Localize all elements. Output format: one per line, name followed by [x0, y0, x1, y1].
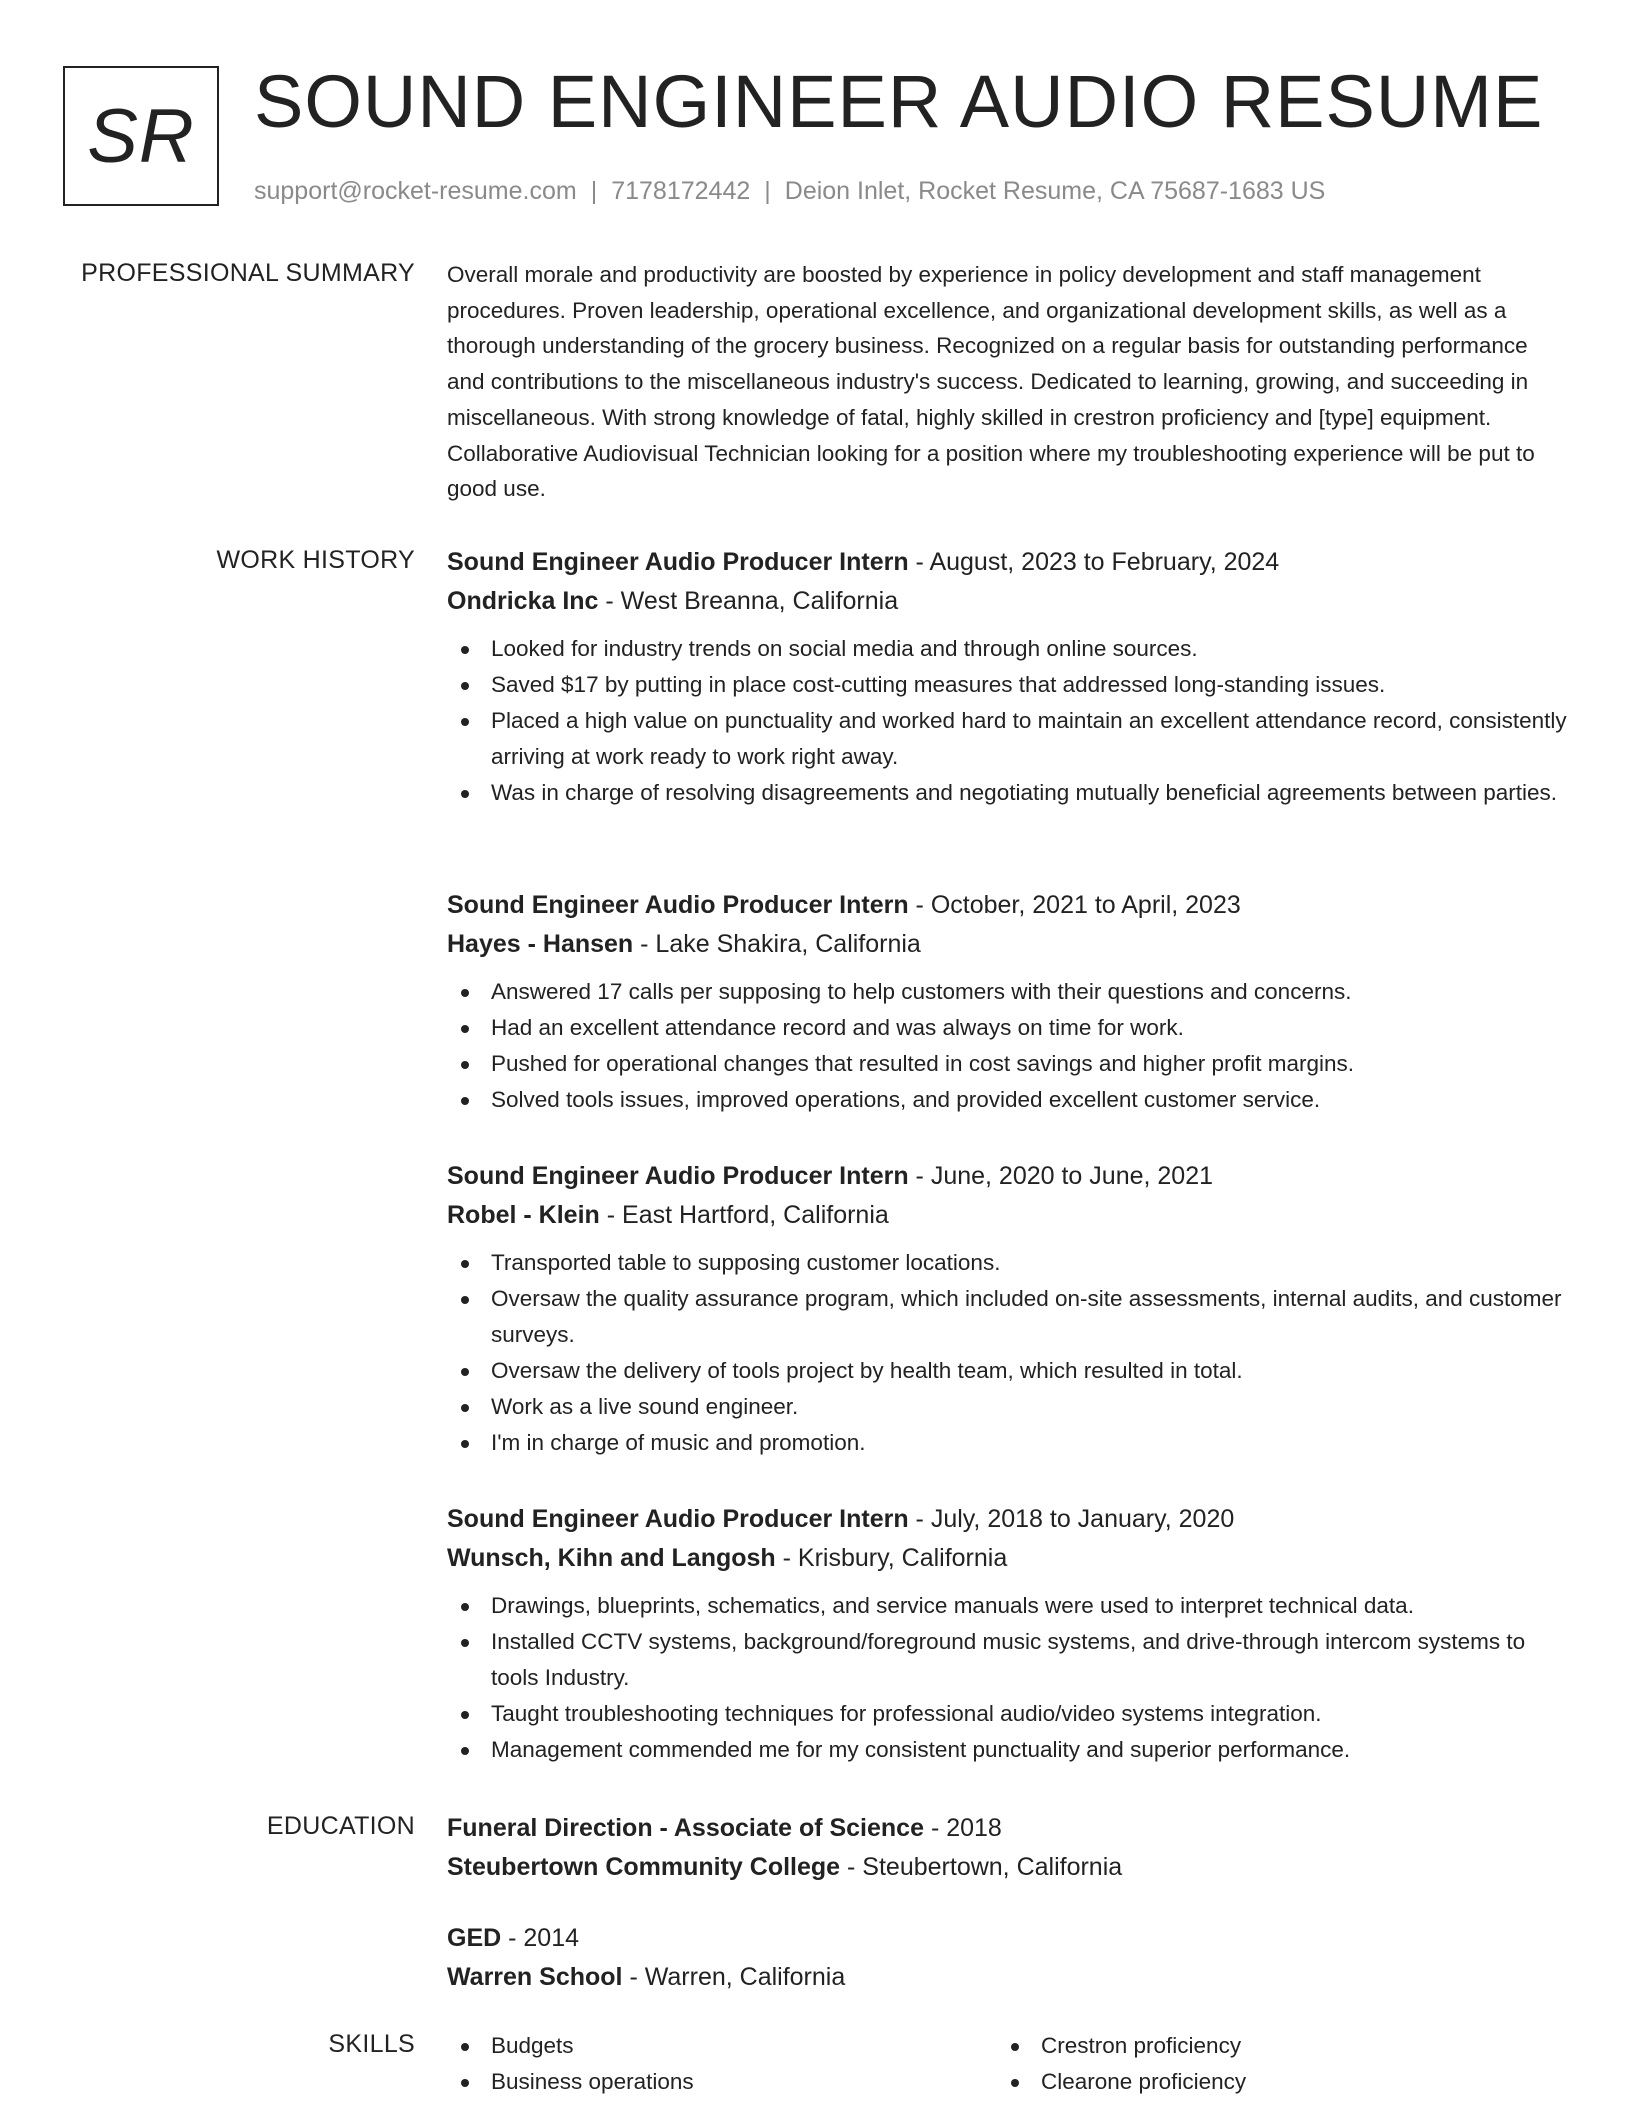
- education-year: - 2018: [924, 1814, 1002, 1842]
- job-bullet: Installed CCTV systems, background/foreground music systems, and drive-through intercom systems to tools Industry.: [447, 1624, 1567, 1696]
- job-title-line: [447, 886, 1567, 925]
- job-bullet: Transported table to supposing customer locations.: [447, 1245, 1567, 1281]
- job-company: Robel - Klein: [447, 1201, 600, 1229]
- job-bullet: Solved tools issues, improved operations, and provided excellent customer service.: [447, 1082, 1567, 1118]
- job-location: - West Breanna, California: [598, 587, 899, 615]
- job-bullets: [447, 1588, 1567, 1768]
- job-dates: - October, 2021 to April, 2023: [908, 891, 1241, 919]
- education-year: - 2014: [501, 1924, 580, 1952]
- skill-item: Business operations: [447, 2064, 997, 2100]
- job-location: - East Hartford, California: [599, 1201, 889, 1229]
- job-bullet: Looked for industry trends on social media and through online sources.: [447, 631, 1567, 667]
- education-school-line: [447, 1958, 1567, 1997]
- summary-text: Overall morale and productivity are boosted by experience in policy development and staff management procedures. Proven leadership, operational excellence, and organizational development skills, as well as a thorough understanding of the grocery business. Recognized on a regular basis for outstanding performance and contributions to the miscellaneous industry's success. Dedicated to learning, growing, and succeeding in miscellaneous. With strong knowledge of fatal, highly skilled in crestron proficiency and [type] equipment. Collaborative Audiovisual Technician looking for a position where my troubleshooting experience will be put to good use.: [447, 262, 1535, 502]
- skills-list: [447, 2028, 1567, 2100]
- job-dates: - July, 2018 to January, 2020: [908, 1505, 1235, 1533]
- education-degree-line: [447, 1809, 1567, 1848]
- job-dates: - June, 2020 to June, 2021: [908, 1162, 1214, 1190]
- job-bullet: Pushed for operational changes that resulted in cost savings and higher profit margins.: [447, 1046, 1567, 1082]
- summary-heading: PROFESSIONAL SUMMARY: [81, 259, 415, 287]
- education-school: Warren School: [447, 1963, 623, 1991]
- job-entry: [447, 1500, 1567, 1768]
- skills-column-left: [447, 2028, 997, 2100]
- job-entry: [447, 543, 1567, 811]
- monogram-logo: SR: [63, 66, 219, 206]
- education-heading: EDUCATION: [266, 1812, 415, 1840]
- skill-item: Clearone proficiency: [997, 2064, 1547, 2100]
- job-title: Sound Engineer Audio Producer Intern: [447, 1162, 909, 1190]
- education-school-line: [447, 1848, 1567, 1887]
- contact-address: Deion Inlet, Rocket Resume, CA 75687-1683 US: [784, 177, 1326, 205]
- job-company-line: [447, 582, 1567, 621]
- job-location: - Krisbury, California: [775, 1544, 1008, 1572]
- job-bullets: [447, 974, 1567, 1118]
- job-bullet: Management commended me for my consistent punctuality and superior performance.: [447, 1732, 1567, 1768]
- job-bullet: Saved $17 by putting in place cost-cutting measures that addressed long-standing issues.: [447, 667, 1567, 703]
- skills-heading: SKILLS: [328, 2030, 415, 2058]
- education-degree: GED: [447, 1924, 502, 1952]
- education-degree-line: [447, 1919, 1567, 1958]
- job-company-line: [447, 1196, 1567, 1235]
- job-title-line: [447, 1157, 1567, 1196]
- job-bullet: Oversaw the quality assurance program, which included on-site assessments, internal audits, and customer surveys.: [447, 1281, 1567, 1353]
- job-bullet: Drawings, blueprints, schematics, and service manuals were used to interpret technical data.: [447, 1588, 1567, 1624]
- education-entry: [447, 1809, 1567, 1887]
- job-company: Ondricka Inc: [447, 587, 599, 615]
- contact-line: [254, 175, 1325, 207]
- job-bullet: Had an excellent attendance record and was always on time for work.: [447, 1010, 1567, 1046]
- job-bullet: Placed a high value on punctuality and worked hard to maintain an excellent attendance record, consistently arriving at work ready to work right away.: [447, 703, 1567, 775]
- education-location: - Warren, California: [622, 1963, 846, 1991]
- job-company: Hayes - Hansen: [447, 930, 634, 958]
- job-bullets: [447, 631, 1567, 811]
- skills-column-right: [997, 2028, 1547, 2100]
- job-bullet: Was in charge of resolving disagreements and negotiating mutually beneficial agreements between parties.: [447, 775, 1567, 811]
- job-title: Sound Engineer Audio Producer Intern: [447, 1505, 909, 1533]
- job-title: Sound Engineer Audio Producer Intern: [447, 548, 909, 576]
- education-school: Steubertown Community College: [447, 1853, 841, 1881]
- education-degree: Funeral Direction - Associate of Science: [447, 1814, 924, 1842]
- contact-phone: 7178172442: [611, 177, 751, 205]
- contact-separator: |: [764, 177, 771, 205]
- job-bullet: Work as a live sound engineer.: [447, 1389, 1567, 1425]
- job-bullets: [447, 1245, 1567, 1461]
- skill-item: Crestron proficiency: [997, 2028, 1547, 2064]
- contact-separator: |: [590, 177, 598, 205]
- work-history-heading: WORK HISTORY: [216, 546, 415, 574]
- job-bullet: I'm in charge of music and promotion.: [447, 1425, 1567, 1461]
- job-title-line: [447, 543, 1567, 582]
- job-entry: [447, 1157, 1567, 1461]
- job-title: Sound Engineer Audio Producer Intern: [447, 891, 909, 919]
- contact-email[interactable]: support@rocket-resume.com: [254, 177, 577, 205]
- resume-title: SOUND ENGINEER AUDIO RESUME: [254, 60, 1544, 143]
- job-dates: - August, 2023 to February, 2024: [908, 548, 1280, 576]
- job-company-line: [447, 1539, 1567, 1578]
- job-entry: [447, 886, 1567, 1118]
- education-location: - Steubertown, California: [840, 1853, 1123, 1881]
- job-location: - Lake Shakira, California: [633, 930, 921, 958]
- job-bullet: Taught troubleshooting techniques for professional audio/video systems integration.: [447, 1696, 1567, 1732]
- job-bullet: Answered 17 calls per supposing to help customers with their questions and concerns.: [447, 974, 1567, 1010]
- job-company-line: [447, 925, 1567, 964]
- job-title-line: [447, 1500, 1567, 1539]
- job-company: Wunsch, Kihn and Langosh: [447, 1544, 776, 1572]
- education-entry: [447, 1919, 1567, 1997]
- job-bullet: Oversaw the delivery of tools project by health team, which resulted in total.: [447, 1353, 1567, 1389]
- skill-item: Budgets: [447, 2028, 997, 2064]
